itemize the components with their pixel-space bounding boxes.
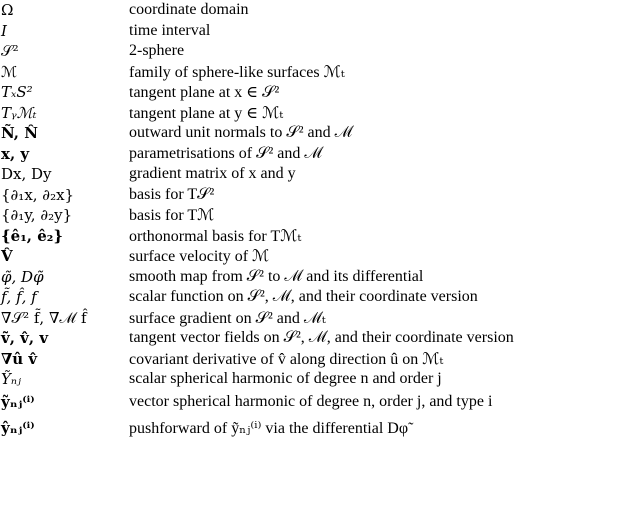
notation-symbol: Ω: [1, 1, 14, 20]
notation-symbol: ŷₙⱼ⁽ⁱ⁾: [1, 418, 35, 437]
notation-row: [0, 0, 640, 21]
notation-symbol: {∂₁x, ∂₂x}: [1, 185, 75, 204]
notation-row: [0, 287, 640, 308]
notation-row: [0, 82, 640, 103]
notation-symbol: Dx, Dy: [1, 165, 52, 184]
notation-symbol: Ñ, N̂: [1, 124, 38, 143]
notation-symbol: ℳ: [1, 62, 18, 81]
notation-row: [0, 226, 640, 247]
notation-symbol: Ỹₙⱼ: [1, 370, 21, 389]
notation-description: basis for T𝒮²: [129, 185, 215, 203]
notation-row: [0, 41, 640, 62]
notation-symbol: V̂: [1, 247, 13, 266]
notation-description: surface velocity of ℳ: [129, 248, 270, 266]
notation-description: scalar spherical harmonic of degree n and order j: [129, 370, 442, 388]
notation-description: coordinate domain: [129, 1, 249, 19]
notation-description: scalar function on 𝒮², ℳ, and their coordinate version: [129, 288, 478, 306]
notation-row: [0, 62, 640, 83]
notation-description: outward unit normals to 𝒮² and ℳ: [129, 124, 353, 142]
notation-symbol: Tᵧℳₜ: [1, 103, 37, 122]
notation-row: [0, 185, 640, 206]
notation-row: [0, 308, 640, 329]
notation-row: [0, 246, 640, 267]
notation-description: basis for Tℳ: [129, 207, 215, 225]
notation-row: [0, 390, 640, 416]
notation-description: tangent plane at y ∈ ℳₜ: [129, 104, 284, 122]
notation-description: pushforward of ỹₙⱼ⁽ⁱ⁾ via the differential Dφ̃: [129, 419, 409, 437]
notation-symbol: x, y: [1, 144, 30, 163]
notation-row: [0, 328, 640, 349]
notation-description: tangent vector fields on 𝒮², ℳ, and their coordinate version: [129, 329, 514, 347]
notation-description: time interval: [129, 21, 211, 39]
notation-row: [0, 144, 640, 165]
notation-description: covariant derivative of v̂ along direction û on ℳₜ: [129, 350, 444, 368]
notation-row: [0, 21, 640, 42]
notation-symbol: TₓS²: [1, 83, 33, 102]
notation-symbol: ∇𝒮² f̃, ∇ℳ f̂: [1, 308, 87, 327]
notation-row: [0, 123, 640, 144]
notation-description: vector spherical harmonic of degree n, order j, and type i: [129, 393, 493, 411]
notation-symbol: {ê₁, ê₂}: [1, 226, 63, 245]
notation-symbol: 𝒮²: [1, 42, 19, 61]
notation-description: parametrisations of 𝒮² and ℳ: [129, 144, 323, 162]
notation-symbol: f̃, f̂, f: [1, 288, 37, 307]
notation-symbol: ṽ, v̂, v: [1, 329, 49, 348]
notation-row: [0, 164, 640, 185]
notation-description: surface gradient on 𝒮² and ℳₜ: [129, 309, 326, 327]
notation-symbol: I: [1, 21, 7, 40]
notation-description: orthonormal basis for Tℳₜ: [129, 227, 302, 245]
notation-symbol: φ̃, Dφ̃: [1, 267, 44, 286]
notation-description: gradient matrix of x and y: [129, 165, 296, 183]
notation-row: [0, 369, 640, 390]
notation-row: [0, 267, 640, 288]
notation-description: smooth map from 𝒮² to ℳ and its differential: [129, 267, 424, 285]
notation-description: tangent plane at x ∈ 𝒮²: [129, 84, 280, 102]
notation-symbol: {∂₁y, ∂₂y}: [1, 206, 73, 225]
notation-row: [0, 349, 640, 370]
notation-row: [0, 103, 640, 124]
notation-description: 2-sphere: [129, 42, 185, 60]
notation-symbol: ∇û v̂: [1, 349, 38, 368]
notation-description: family of sphere-like surfaces ℳₜ: [129, 63, 345, 81]
notation-row: [0, 205, 640, 226]
notation-row: [0, 415, 640, 441]
notation-symbol: ỹₙⱼ⁽ⁱ⁾: [1, 393, 35, 412]
